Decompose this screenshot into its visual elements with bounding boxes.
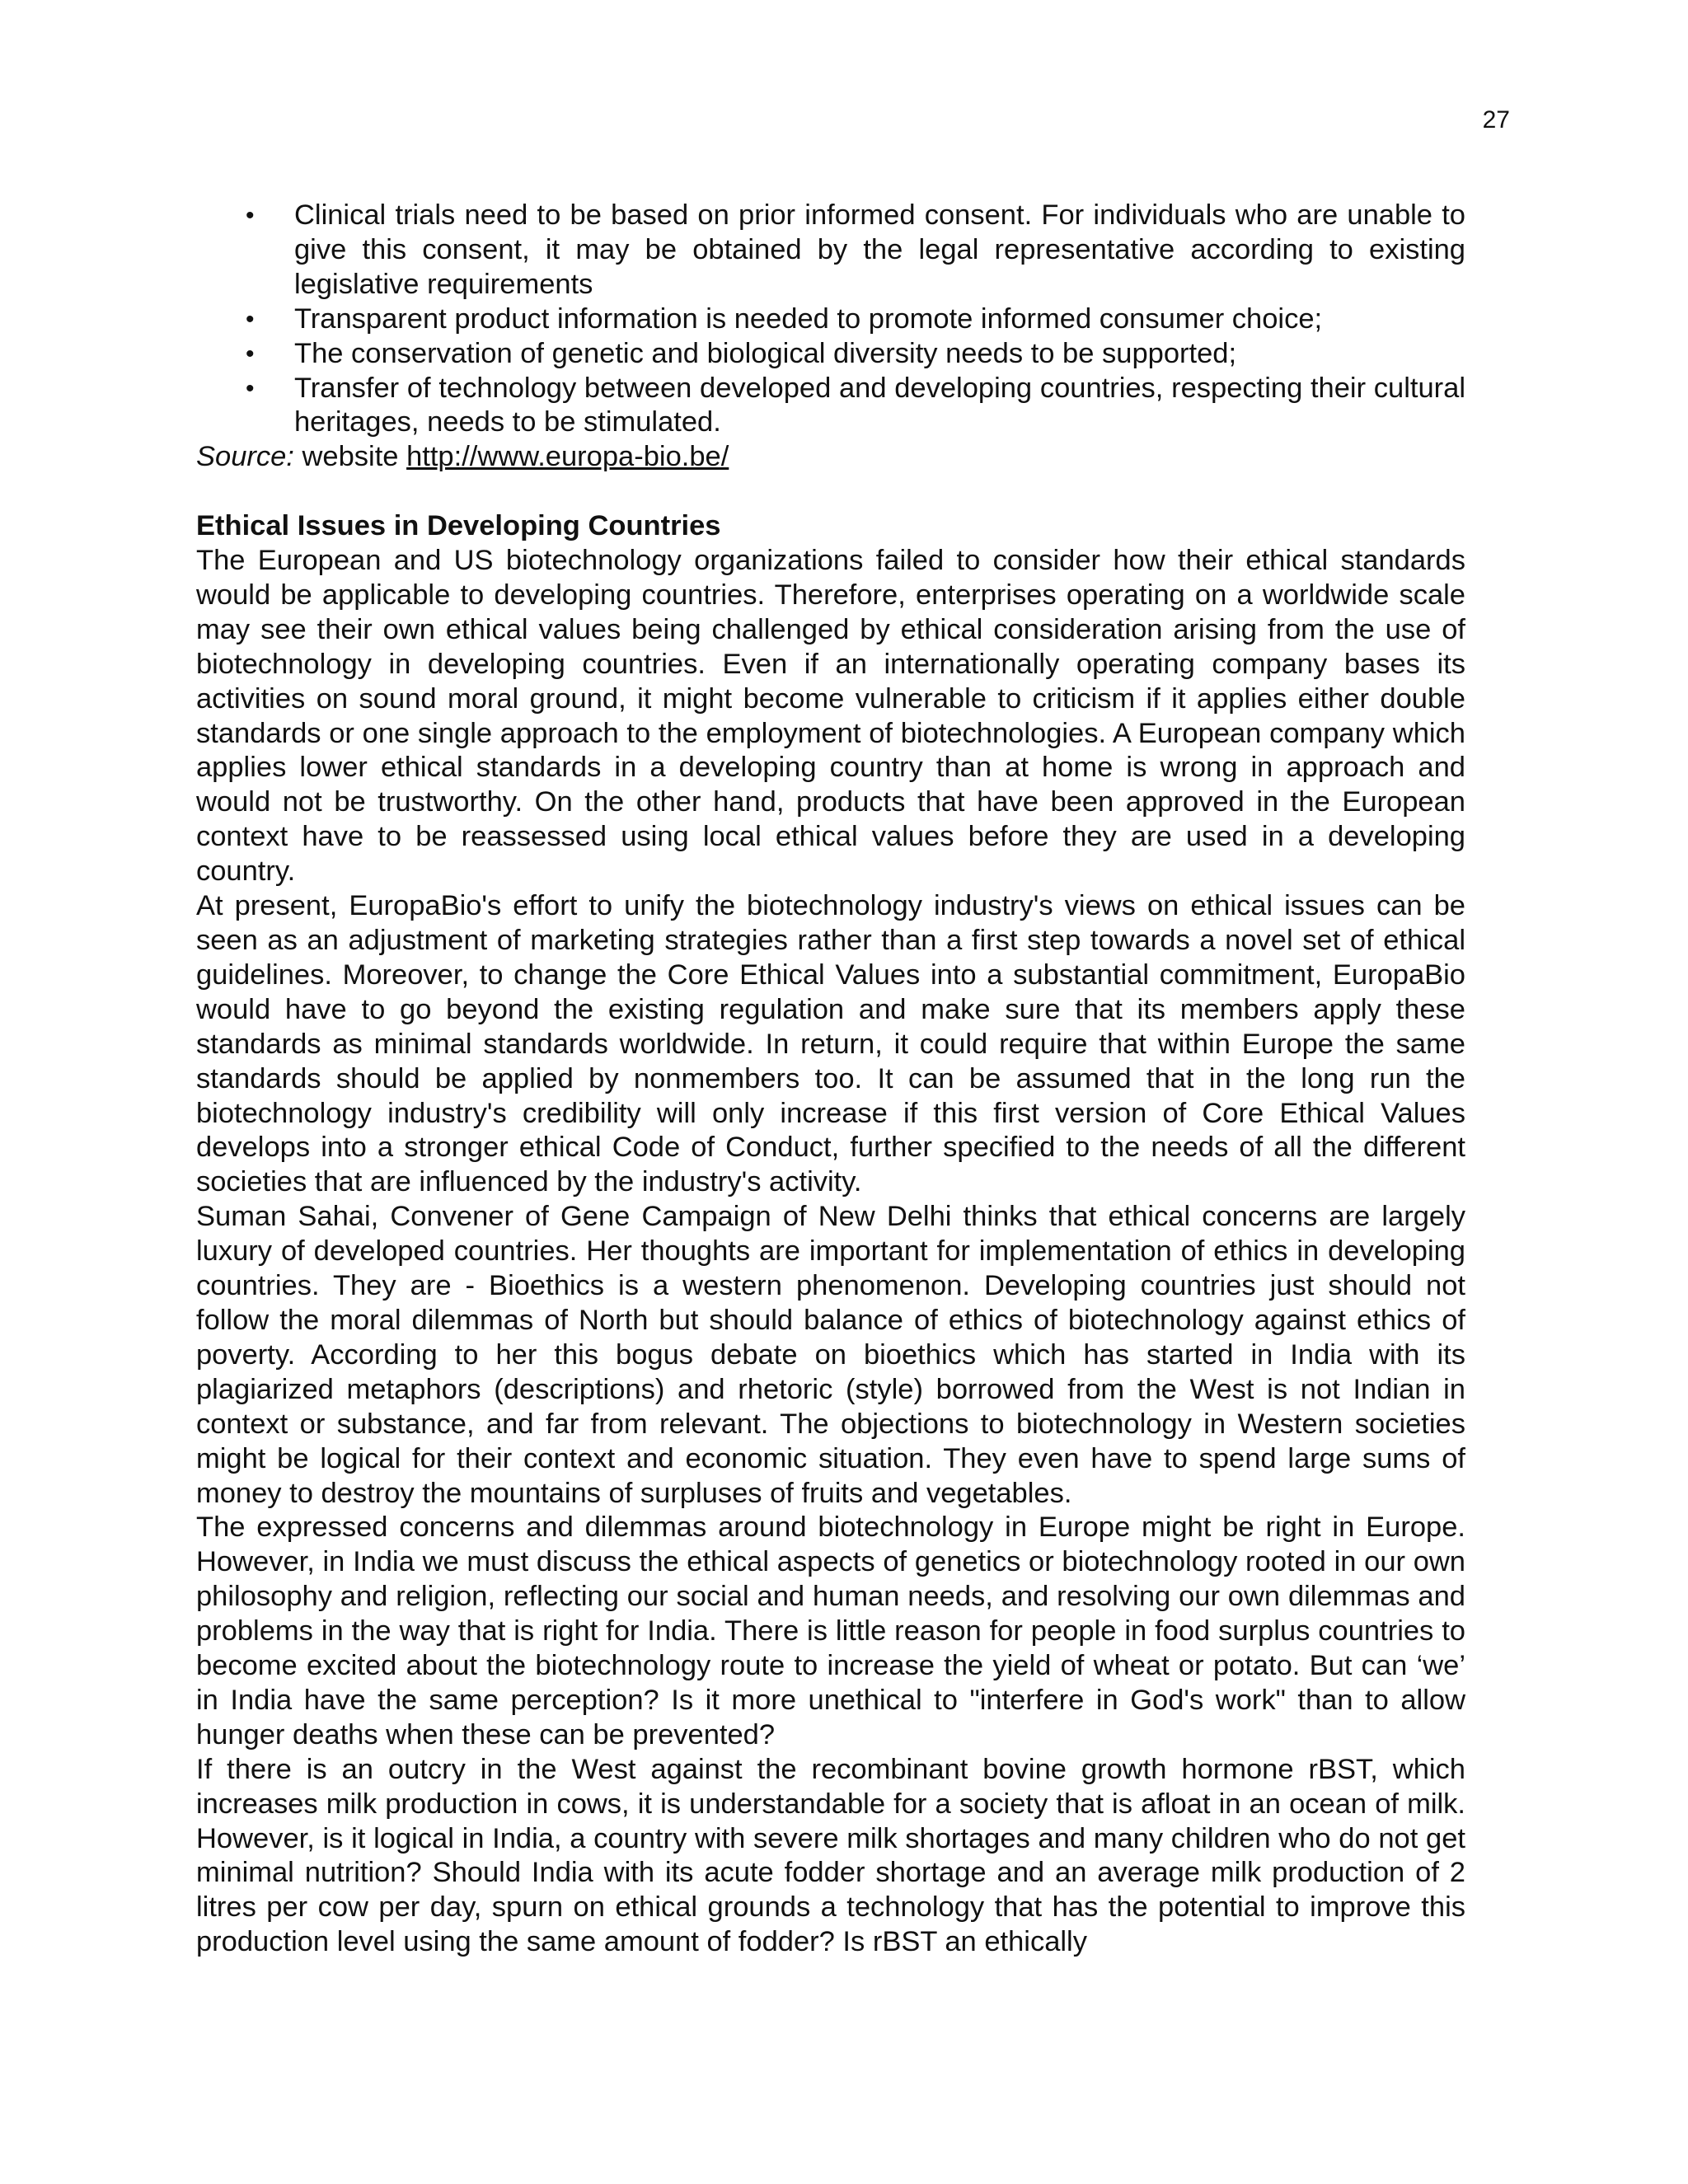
body-paragraph: At present, EuropaBio's effort to unify the biotechnology industry's views on ethical issues can be seen as an adjustment of marketing strategies rather than a first step towards a novel set of ethical guidelines. Moreover, to change the Core Ethical Values into a substantial commitment, EuropaBio would have to go beyond the existing regulation and make sure that its members apply these standards as minimal standards worldwide. In return, it could require that within Europe the same standards should be applied by nonmembers too. It can be assumed that in the long run the biotechnology industry's credibility will only increase if this first version of Core Ethical Values develops into a stronger ethical Code of Conduct, further specified to the needs of all the different societies that are influenced by the industry's activity. bbox=[196, 890, 1465, 1198]
section-heading: Ethical Issues in Developing Countries bbox=[196, 510, 721, 542]
bullet-text: Clinical trials need to be based on prior informed consent. For individuals who are unable to give this consent, it may be obtained by the legal representative according to existing legislative requirements bbox=[294, 199, 1465, 300]
bullet-item bbox=[196, 302, 1465, 337]
body-paragraph: Suman Sahai, Convener of Gene Campaign of New Delhi thinks that ethical concerns are largely luxury of developed countries. Her thoughts are important for implementation of ethics in developing countries. They are - Bioethics is a western phenomenon. Developing countries just should not follow the moral dilemmas of North but should balance of ethics of biotechnology against ethics of poverty. According to her this bogus debate on bioethics which has started in India with its plagiarized metaphors (descriptions) and rhetoric (style) borrowed from the West is not Indian in context or substance, and far from relevant. The objections to biotechnology in Western societies might be logical for their context and economic situation. They even have to spend large sums of money to destroy the mountains of surpluses of fruits and vegetables. bbox=[196, 1201, 1465, 1509]
bullet-icon: • bbox=[246, 374, 255, 402]
section-spacer bbox=[196, 475, 1465, 509]
bullet-icon: • bbox=[246, 305, 255, 333]
bullet-list bbox=[196, 199, 1465, 440]
body-paragraph: The expressed concerns and dilemmas around biotechnology in Europe might be right in Europe. However, in India we must discuss the ethical aspects of genetics or biotechnology rooted in our own philosophy and religion, reflecting our social and human needs, and resolving our own dilemmas and problems in the way that is right for India. There is little reason for people in food surplus countries to become excited about the biotechnology route to increase the yield of wheat or potato. But can ‘we’ in India have the same perception? Is it more unethical to "interfere in God's work" than to allow hunger deaths when these can be prevented? bbox=[196, 1511, 1465, 1750]
source-text: website bbox=[302, 441, 399, 473]
bullet-icon: • bbox=[246, 202, 255, 229]
bullet-item bbox=[196, 372, 1465, 441]
bullet-text: Transfer of technology between developed and developing countries, respecting their cultural heritages, needs to be stimulated. bbox=[294, 372, 1465, 438]
bullet-icon: • bbox=[246, 340, 255, 368]
bullet-item bbox=[196, 337, 1465, 372]
source-link[interactable]: http://www.europa-bio.be/ bbox=[406, 441, 729, 473]
page-content bbox=[196, 199, 1465, 1960]
bullet-text: Transparent product information is needed to promote informed consumer choice; bbox=[294, 302, 1323, 335]
bullet-text: The conservation of genetic and biological diversity needs to be supported; bbox=[294, 337, 1237, 369]
body-paragraph: If there is an outcry in the West against the recombinant bovine growth hormone rBST, which increases milk production in cows, it is understandable for a society that is afloat in an ocean of milk. However, is it logical in India, a country with severe milk shortages and many children who do not get minimal nutrition? Should India with its acute fodder shortage and an average milk production of 2 litres per cow per day, spurn on ethical grounds a technology that has the potential to improve this production level using the same amount of fodder? Is rBST an ethically bbox=[196, 1753, 1465, 1958]
page-number: 27 bbox=[1482, 106, 1510, 134]
source-label: Source: bbox=[196, 441, 294, 473]
body-paragraph: The European and US biotechnology organizations failed to consider how their ethical standards would be applicable to developing countries. Therefore, enterprises operating on a worldwide scale may see their own ethical values being challenged by ethical consideration arising from the use of biotechnology in developing countries. Even if an internationally operating company bases its activities on sound moral ground, it might become vulnerable to criticism if it applies either double standards or one single approach to the employment of biotechnologies. A European company which applies lower ethical standards in a developing country than at home is wrong in approach and would not be trustworthy. On the other hand, products that have been approved in the European context have to be reassessed using local ethical values before they are used in a developing country. bbox=[196, 545, 1465, 888]
bullet-item bbox=[196, 199, 1465, 302]
source-citation bbox=[196, 440, 1465, 475]
